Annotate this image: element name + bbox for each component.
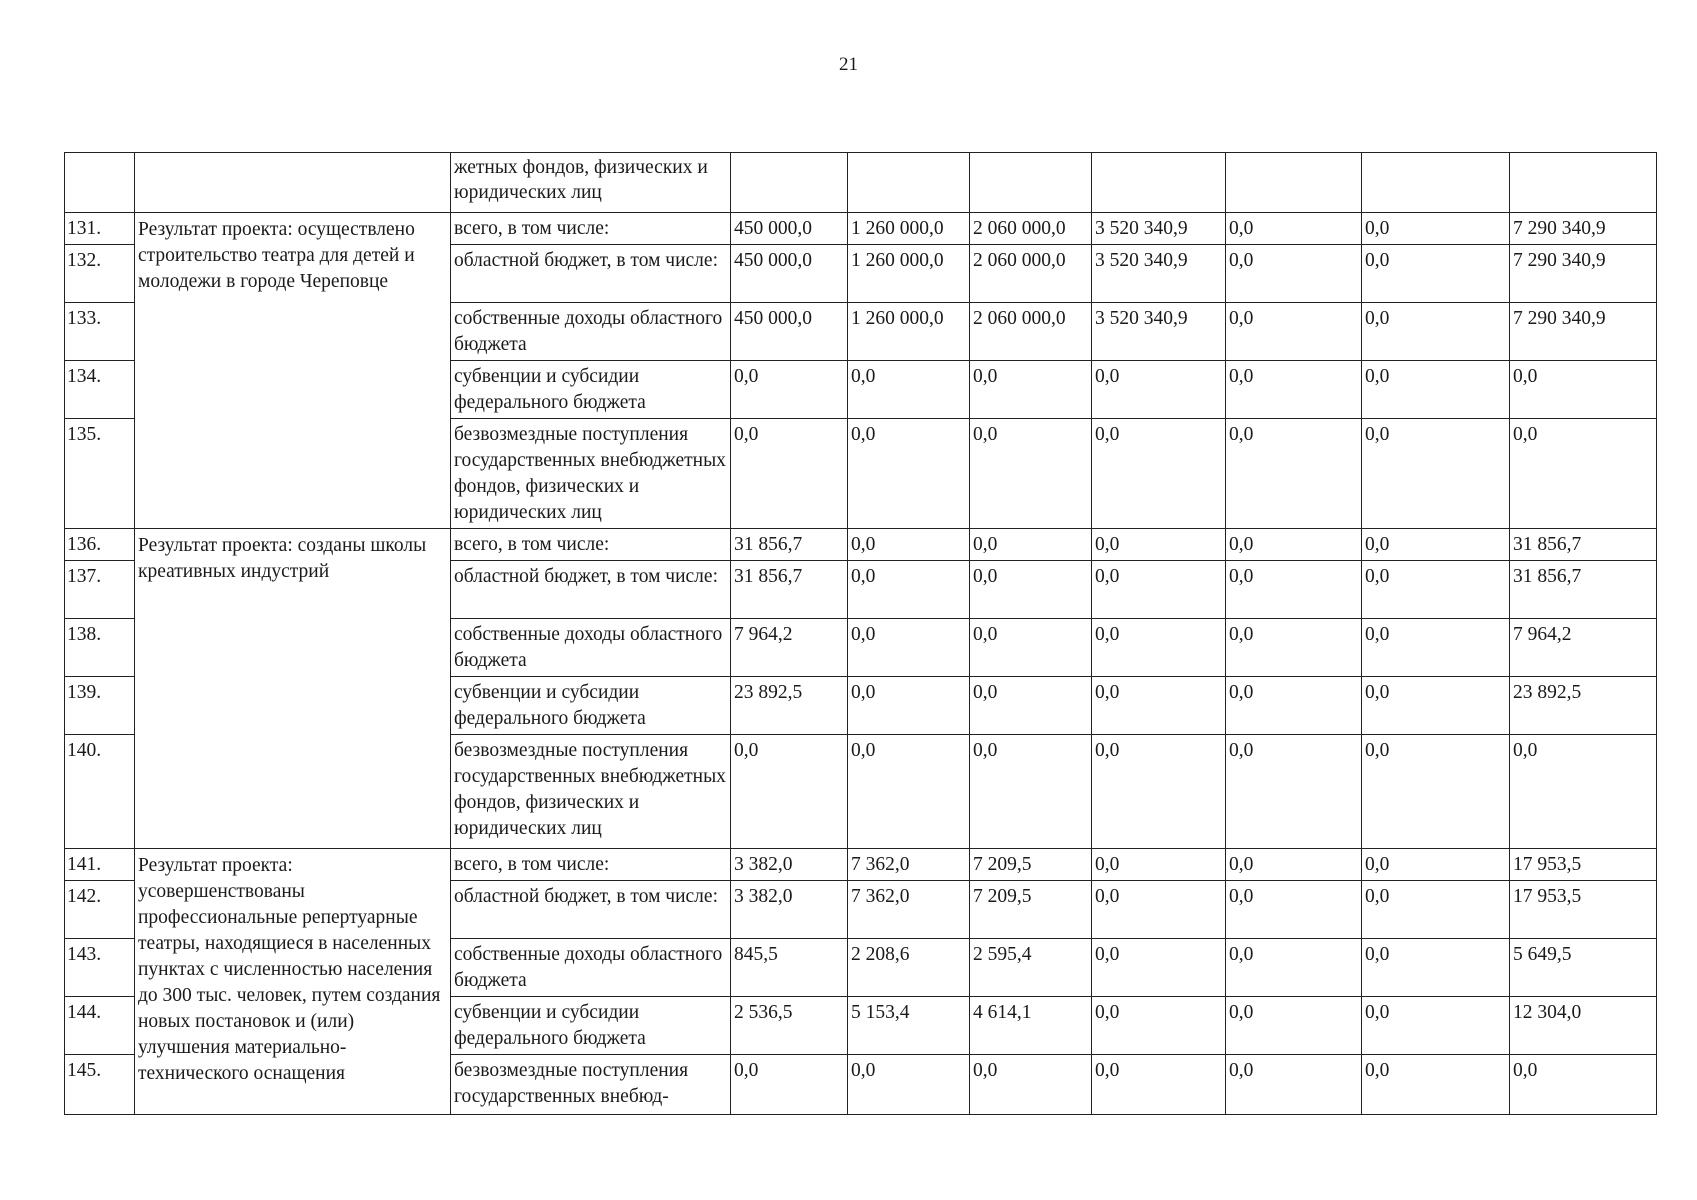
- year-value: 0,0: [1092, 735, 1226, 849]
- funding-source: безвозмездные поступления государственных внебюджетных фондов, физических и юридических лиц: [451, 735, 731, 849]
- year-value: 0,0: [1362, 1055, 1510, 1115]
- table-row: [65, 529, 1657, 561]
- year-value: 1 260 000,0: [848, 213, 970, 245]
- year-value: 0,0: [848, 561, 970, 619]
- row-number: 142.: [65, 881, 135, 939]
- year-value: 0,0: [848, 529, 970, 561]
- year-value: 0,0: [1092, 849, 1226, 881]
- year-value: 0,0: [1226, 735, 1362, 849]
- year-value: 23 892,5: [731, 677, 848, 735]
- year-value: 0,0: [1362, 939, 1510, 997]
- year-value: 0,0: [1092, 881, 1226, 939]
- row-number: 141.: [65, 849, 135, 881]
- year-value: 0,0: [848, 619, 970, 677]
- year-value: 0,0: [1362, 849, 1510, 881]
- row-number: 134.: [65, 361, 135, 419]
- year-value: 0,0: [1226, 677, 1362, 735]
- year-value: 0,0: [848, 677, 970, 735]
- year-value: 7 964,2: [731, 619, 848, 677]
- year-value: 0,0: [1226, 245, 1362, 303]
- year-value: 0,0: [1362, 529, 1510, 561]
- year-value: 0,0: [1362, 997, 1510, 1055]
- total-value: 7 290 340,9: [1510, 303, 1657, 361]
- year-value: 0,0: [1226, 1055, 1362, 1115]
- funding-source: всего, в том числе:: [451, 213, 731, 245]
- year-value: 7 362,0: [848, 881, 970, 939]
- year-value: 0,0: [1362, 561, 1510, 619]
- year-value: 2 060 000,0: [970, 303, 1092, 361]
- year-value: 0,0: [1226, 419, 1362, 529]
- year-value: 0,0: [1362, 361, 1510, 419]
- year-value: 7 362,0: [848, 849, 970, 881]
- budget-table: [64, 152, 1657, 1115]
- year-value: 0,0: [1362, 619, 1510, 677]
- total-value: 0,0: [1510, 361, 1657, 419]
- year-value: 0,0: [731, 361, 848, 419]
- year-value: 3 520 340,9: [1092, 213, 1226, 245]
- year-value: 0,0: [1092, 677, 1226, 735]
- year-value: 4 614,1: [970, 997, 1092, 1055]
- table-row: [65, 849, 1657, 881]
- year-value: 0,0: [1362, 881, 1510, 939]
- year-value: 2 060 000,0: [970, 245, 1092, 303]
- row-number: 136.: [65, 529, 135, 561]
- year-value: 0,0: [1226, 939, 1362, 997]
- total-value: 17 953,5: [1510, 849, 1657, 881]
- year-value: 0,0: [1362, 303, 1510, 361]
- year-value: 0,0: [970, 361, 1092, 419]
- year-value: 31 856,7: [731, 529, 848, 561]
- table-row: [65, 213, 1657, 245]
- year-value: 845,5: [731, 939, 848, 997]
- year-value: 0,0: [1092, 939, 1226, 997]
- year-value: 450 000,0: [731, 303, 848, 361]
- year-value: 0,0: [848, 1055, 970, 1115]
- total-value: 23 892,5: [1510, 677, 1657, 735]
- funding-source: собственные доходы областного бюджета: [451, 939, 731, 997]
- year-value: 0,0: [970, 529, 1092, 561]
- year-value: 450 000,0: [731, 213, 848, 245]
- year-value: 0,0: [1092, 419, 1226, 529]
- row-number: 140.: [65, 735, 135, 849]
- source-cell: жетных фондов, физических и юридических лиц: [451, 153, 731, 213]
- total-value: 0,0: [1510, 1055, 1657, 1115]
- year-value: 0,0: [1226, 619, 1362, 677]
- table-row: [65, 153, 1657, 213]
- project-result: Результат проекта: усовершенствованы профессиональные репертуарные театры, находящиеся в населенных пунктах с численностью населения до 300 тыс. человек, путем создания новых постановок и (или) улучшения материально-технического оснащения: [135, 849, 451, 1115]
- year-value: 1 260 000,0: [848, 245, 970, 303]
- total-value: 12 304,0: [1510, 997, 1657, 1055]
- year-value: 2 208,6: [848, 939, 970, 997]
- year-value: 1 260 000,0: [848, 303, 970, 361]
- year-value: 0,0: [731, 735, 848, 849]
- total-value: 7 964,2: [1510, 619, 1657, 677]
- year-value: 0,0: [1226, 361, 1362, 419]
- funding-source: безвозмездные поступления государственных внебюджетных фондов, физических и юридических лиц: [451, 419, 731, 529]
- budget-table-container: [64, 152, 1656, 1107]
- total-value: 17 953,5: [1510, 881, 1657, 939]
- year-value: 0,0: [1362, 245, 1510, 303]
- row-number: 137.: [65, 561, 135, 619]
- funding-source: собственные доходы областного бюджета: [451, 619, 731, 677]
- total-value: 31 856,7: [1510, 529, 1657, 561]
- total-value: 7 290 340,9: [1510, 245, 1657, 303]
- page-number: 21: [839, 54, 858, 75]
- total-value: 31 856,7: [1510, 561, 1657, 619]
- total-value: 0,0: [1510, 419, 1657, 529]
- year-value: 0,0: [970, 619, 1092, 677]
- funding-source: субвенции и субсидии федерального бюджета: [451, 677, 731, 735]
- result-cell: [135, 153, 451, 213]
- row-number: 143.: [65, 939, 135, 997]
- row-number: 133.: [65, 303, 135, 361]
- year-value: 0,0: [1226, 213, 1362, 245]
- year-value: 0,0: [1092, 361, 1226, 419]
- funding-source: всего, в том числе:: [451, 529, 731, 561]
- year-value: 0,0: [970, 419, 1092, 529]
- row-number: 139.: [65, 677, 135, 735]
- row-number: 144.: [65, 997, 135, 1055]
- project-result: Результат проекта: осуществлено строительство театра для детей и молодежи в городе Череповце: [135, 213, 451, 529]
- year-value: 0,0: [731, 419, 848, 529]
- year-value: 0,0: [1092, 1055, 1226, 1115]
- year-value: 3 382,0: [731, 881, 848, 939]
- year-value: 5 153,4: [848, 997, 970, 1055]
- row-number: 132.: [65, 245, 135, 303]
- year-value: 0,0: [970, 561, 1092, 619]
- year-value: 0,0: [1362, 677, 1510, 735]
- total-value: 7 290 340,9: [1510, 213, 1657, 245]
- num-cell: [65, 153, 135, 213]
- project-result: Результат проекта: созданы школы креативных индустрий: [135, 529, 451, 849]
- year-value: 0,0: [1362, 735, 1510, 849]
- funding-source: собственные доходы областного бюджета: [451, 303, 731, 361]
- year-value: 0,0: [970, 677, 1092, 735]
- year-value: 0,0: [1226, 529, 1362, 561]
- year-value: 31 856,7: [731, 561, 848, 619]
- funding-source: безвозмездные поступления государственных внебюд-: [451, 1055, 731, 1115]
- year-value: 0,0: [1092, 529, 1226, 561]
- row-number: 135.: [65, 419, 135, 529]
- year-value: 0,0: [1226, 881, 1362, 939]
- row-number: 138.: [65, 619, 135, 677]
- year-value: 2 060 000,0: [970, 213, 1092, 245]
- year-value: 450 000,0: [731, 245, 848, 303]
- year-value: 0,0: [848, 361, 970, 419]
- year-value: 3 520 340,9: [1092, 303, 1226, 361]
- year-value: 0,0: [970, 1055, 1092, 1115]
- row-number: 145.: [65, 1055, 135, 1115]
- year-value: 0,0: [848, 419, 970, 529]
- year-value: 7 209,5: [970, 881, 1092, 939]
- year-value: 0,0: [848, 735, 970, 849]
- total-value: 5 649,5: [1510, 939, 1657, 997]
- funding-source: областной бюджет, в том числе:: [451, 245, 731, 303]
- year-value: 0,0: [1226, 303, 1362, 361]
- year-value: 7 209,5: [970, 849, 1092, 881]
- row-number: 131.: [65, 213, 135, 245]
- year-value: 3 520 340,9: [1092, 245, 1226, 303]
- total-value: 0,0: [1510, 735, 1657, 849]
- funding-source: субвенции и субсидии федерального бюджета: [451, 997, 731, 1055]
- year-value: 2 595,4: [970, 939, 1092, 997]
- year-value: 0,0: [1226, 849, 1362, 881]
- year-value: 3 382,0: [731, 849, 848, 881]
- year-value: 0,0: [1226, 561, 1362, 619]
- funding-source: областной бюджет, в том числе:: [451, 881, 731, 939]
- year-value: 0,0: [1092, 997, 1226, 1055]
- year-value: 0,0: [731, 1055, 848, 1115]
- funding-source: областной бюджет, в том числе:: [451, 561, 731, 619]
- year-value: 0,0: [1092, 561, 1226, 619]
- year-value: 0,0: [1226, 997, 1362, 1055]
- funding-source: всего, в том числе:: [451, 849, 731, 881]
- year-value: 0,0: [1092, 619, 1226, 677]
- year-value: 0,0: [970, 735, 1092, 849]
- year-value: 0,0: [1362, 419, 1510, 529]
- funding-source: субвенции и субсидии федерального бюджета: [451, 361, 731, 419]
- year-value: 0,0: [1362, 213, 1510, 245]
- year-value: 2 536,5: [731, 997, 848, 1055]
